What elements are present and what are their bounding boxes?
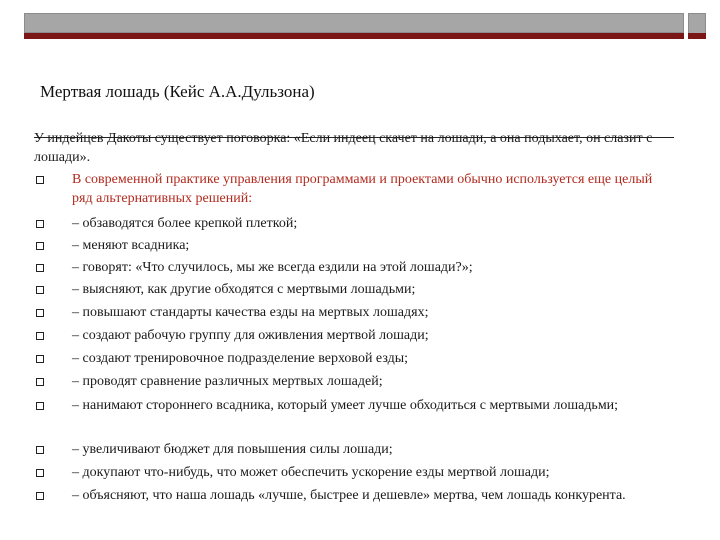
list-item-text: – нанимают стороннего всадника, который умеет лучше обходиться с мертвыми лошадьми; [72, 398, 619, 413]
list-item-text: – выясняют, как другие обходятся с мертвыми лошадьми; [72, 282, 416, 297]
header-bar [24, 13, 684, 33]
square-bullet-icon [36, 264, 44, 272]
square-bullet-icon [36, 176, 44, 184]
square-bullet-icon [36, 378, 44, 386]
square-bullet-icon [36, 332, 44, 340]
list-item-text: – объясняют, что наша лошадь «лучше, быстрее и дешевле» мертва, чем лошадь конкурента. [72, 488, 626, 503]
list-item-text: – говорят: «Что случилось, мы же всегда ездили на этой лошади?»; [72, 260, 473, 275]
square-bullet-icon [36, 402, 44, 410]
list-item-text: – меняют всадника; [72, 238, 190, 253]
list-item-text: – создают тренировочное подразделение верховой езды; [72, 351, 409, 366]
square-bullet-icon [36, 220, 44, 228]
slide-title: Мертвая лошадь (Кейс А.А.Дульзона) [40, 82, 315, 101]
square-bullet-icon [36, 355, 44, 363]
list-item-text: В современной практике управления программами и проектами обычно используется еще целый ряд альтернативных решений: [72, 172, 653, 206]
list-item-text: – докупают что-нибудь, что может обеспечить ускорение езды мертвой лошади; [72, 465, 550, 480]
list-item-text: – обзаводятся более крепкой плеткой; [72, 216, 298, 231]
square-bullet-icon [36, 446, 44, 454]
list-item-text: – увеличивают бюджет для повышения силы лошади; [72, 442, 393, 457]
list-item-text: – повышают стандарты качества езды на мертвых лошадях; [72, 305, 429, 320]
square-bullet-icon [36, 242, 44, 250]
square-bullet-icon [36, 286, 44, 294]
list-item-text: – создают рабочую группу для оживления мертвой лошади; [72, 328, 429, 343]
square-bullet-icon [36, 492, 44, 500]
intro-paragraph: У индейцев Дакоты существует поговорка: «Если индеец скачет на лошади, а она подыхает, он слазит с лошади». [34, 131, 653, 165]
list-item-text: – проводят сравнение различных мертвых лошадей; [72, 374, 383, 389]
corner-accent-line [688, 33, 706, 39]
square-bullet-icon [36, 469, 44, 477]
header-accent-line [24, 33, 684, 39]
square-bullet-icon [36, 309, 44, 317]
